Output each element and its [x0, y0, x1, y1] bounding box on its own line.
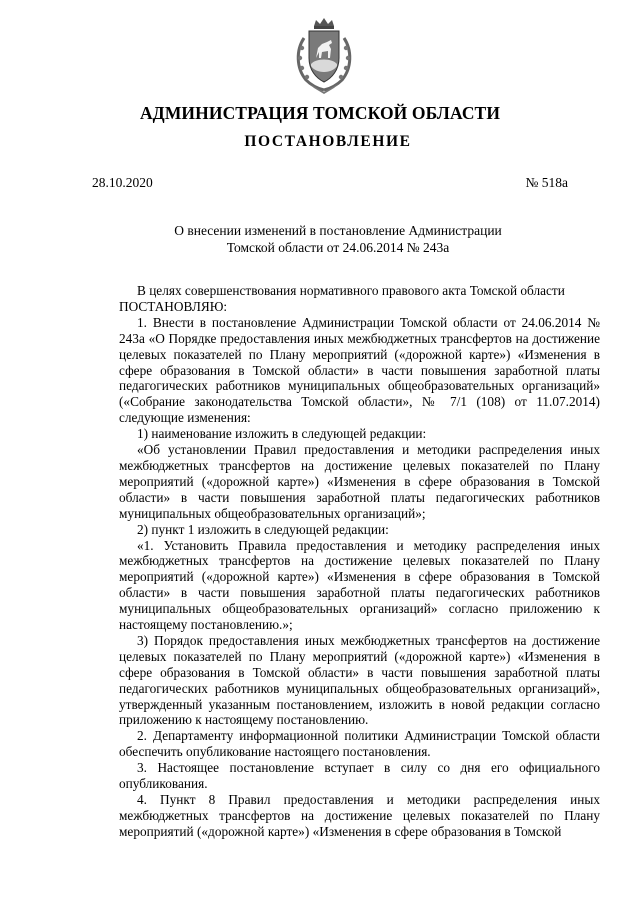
body-paragraph: 3) Порядок предоставления иных межбюджетных трансфертов на достижение целевых показателей по Плану мероприятий («дорожной карте») «Изменения в сфере образования в Томской области» в части повышения заработной платы педагогических работников муниципальных общеобразовательных организаций», утвержденный указанным постановлением, изложить в новой редакции согласно приложению к настоящему постановлению.	[119, 632, 600, 728]
document-type: ПОСТАНОВЛЕНИЕ	[244, 133, 412, 150]
body-paragraph: 2) пункт 1 изложить в следующей редакции:	[137, 521, 389, 537]
subject-line-1: О внесении изменений в постановление Администрации	[174, 223, 502, 238]
agency-title: АДМИНИСТРАЦИЯ ТОМСКОЙ ОБЛАСТИ	[139, 103, 501, 123]
body-paragraph: 3. Настоящее постановление вступает в силу со дня его официального опубликования.	[119, 760, 600, 792]
subject-line-2: Томской области от 24.06.2014 № 243а	[226, 240, 450, 255]
tomsk-region-coat-of-arms-icon	[294, 18, 354, 94]
body-paragraph: ПОСТАНОВЛЯЮ:	[119, 298, 228, 314]
body-paragraph: «Об установлении Правил предоставления и методики распределения иных межбюджетных трансфертов на достижение целевых показателей по Плану мероприятий («дорожной карте») «Изменения в сфере образования в Томской области» в части повышения заработной платы педагогических работников муниципальных общеобразовательных организаций»;	[119, 442, 600, 521]
document-body	[119, 283, 600, 840]
body-paragraph: В целях совершенствования нормативного правового акта Томской области	[137, 283, 565, 298]
document-date: 28.10.2020	[92, 175, 153, 190]
document-number: № 518а	[525, 175, 568, 190]
document-subject	[0, 222, 640, 256]
body-paragraph: 1) наименование изложить в следующей редакции:	[137, 426, 427, 442]
body-paragraph: «1. Установить Правила предоставления и методику распределения иных межбюджетных трансфертов на достижение целевых показателей по Плану мероприятий («дорожной карте») «Изменения в сфере образования в Томской области» в части повышения заработной платы педагогических работников муниципальных общеобразовательных организаций» согласно приложению к настоящему постановлению.»;	[119, 537, 600, 633]
body-paragraph: 1. Внести в постановление Администрации Томской области от 24.06.2014 № 243а «О Порядке предоставления иных межбюджетных трансфертов на достижение целевых показателей по Плану мероприятий («дорожной карте») «Изменения в сфере образования в Томской области» в части повышения заработной платы педагогических работников муниципальных общеобразовательных организаций» («Собрание законодательства Томской области», № 7/1 (108) от 11.07.2014) следующие изменения:	[119, 314, 600, 426]
body-paragraph: 2. Департаменту информационной политики Администрации Томской области обеспечить опубликование настоящего постановления.	[119, 728, 600, 760]
body-paragraph: 4. Пункт 8 Правил предоставления и методики распределения иных межбюджетных трансфертов на достижение целевых показателей по Плану мероприятий («дорожной карте») «Изменения в сфере образования в Томской	[119, 792, 600, 839]
